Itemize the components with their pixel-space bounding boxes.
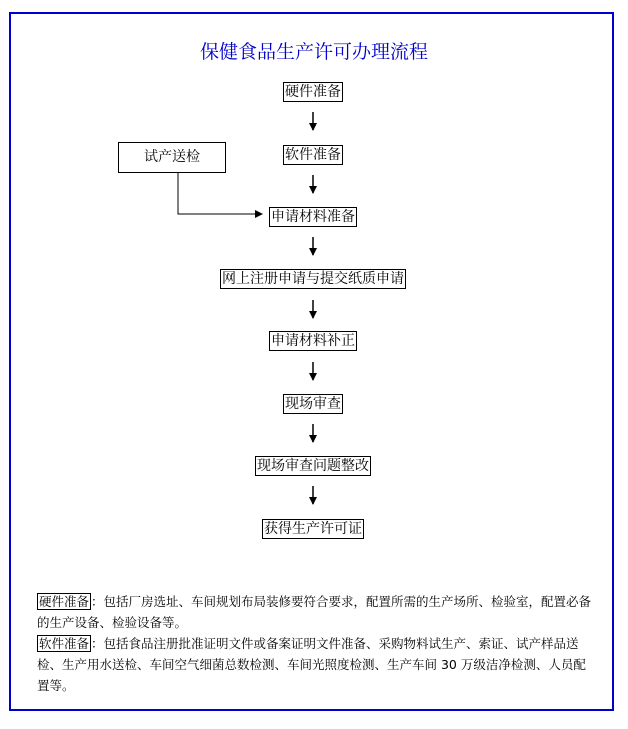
- step-software: 软件准备: [285, 147, 341, 163]
- side-step-box: 试产送检: [118, 142, 226, 173]
- step-materials: 申请材料准备: [271, 209, 355, 225]
- page-title: 保健食品生产许可办理流程: [199, 41, 428, 63]
- step-onsite-review: 现场审查: [285, 396, 341, 412]
- step-rectification: 现场审查问题整改: [257, 458, 369, 474]
- note-text: ：包括食品注册批准证明文件或备案证明文件准备、采购物料试生产、索证、试产样品送检、生产用水送检、车间空气细菌总数检测、车间光照度检测、生产车间 30 万级洁净检测、人员配置等。: [37, 636, 586, 693]
- note-text: ：包括厂房选址、车间规划布局装修要符合要求，配置所需的生产场所、检验室，配置必备的生产设备、检验设备等。: [37, 594, 592, 630]
- side-connector: [178, 173, 262, 214]
- note-software: [37, 633, 597, 696]
- step-materials-correction: 申请材料补正: [271, 333, 355, 349]
- note-hardware: [37, 591, 597, 633]
- step-online-application: 网上注册申请与提交纸质申请: [222, 271, 404, 287]
- step-hardware: 硬件准备: [285, 84, 341, 100]
- note-term: 硬件准备: [39, 594, 90, 609]
- step-license: 获得生产许可证: [264, 521, 362, 537]
- notes: [37, 591, 597, 696]
- note-term: 软件准备: [39, 636, 90, 651]
